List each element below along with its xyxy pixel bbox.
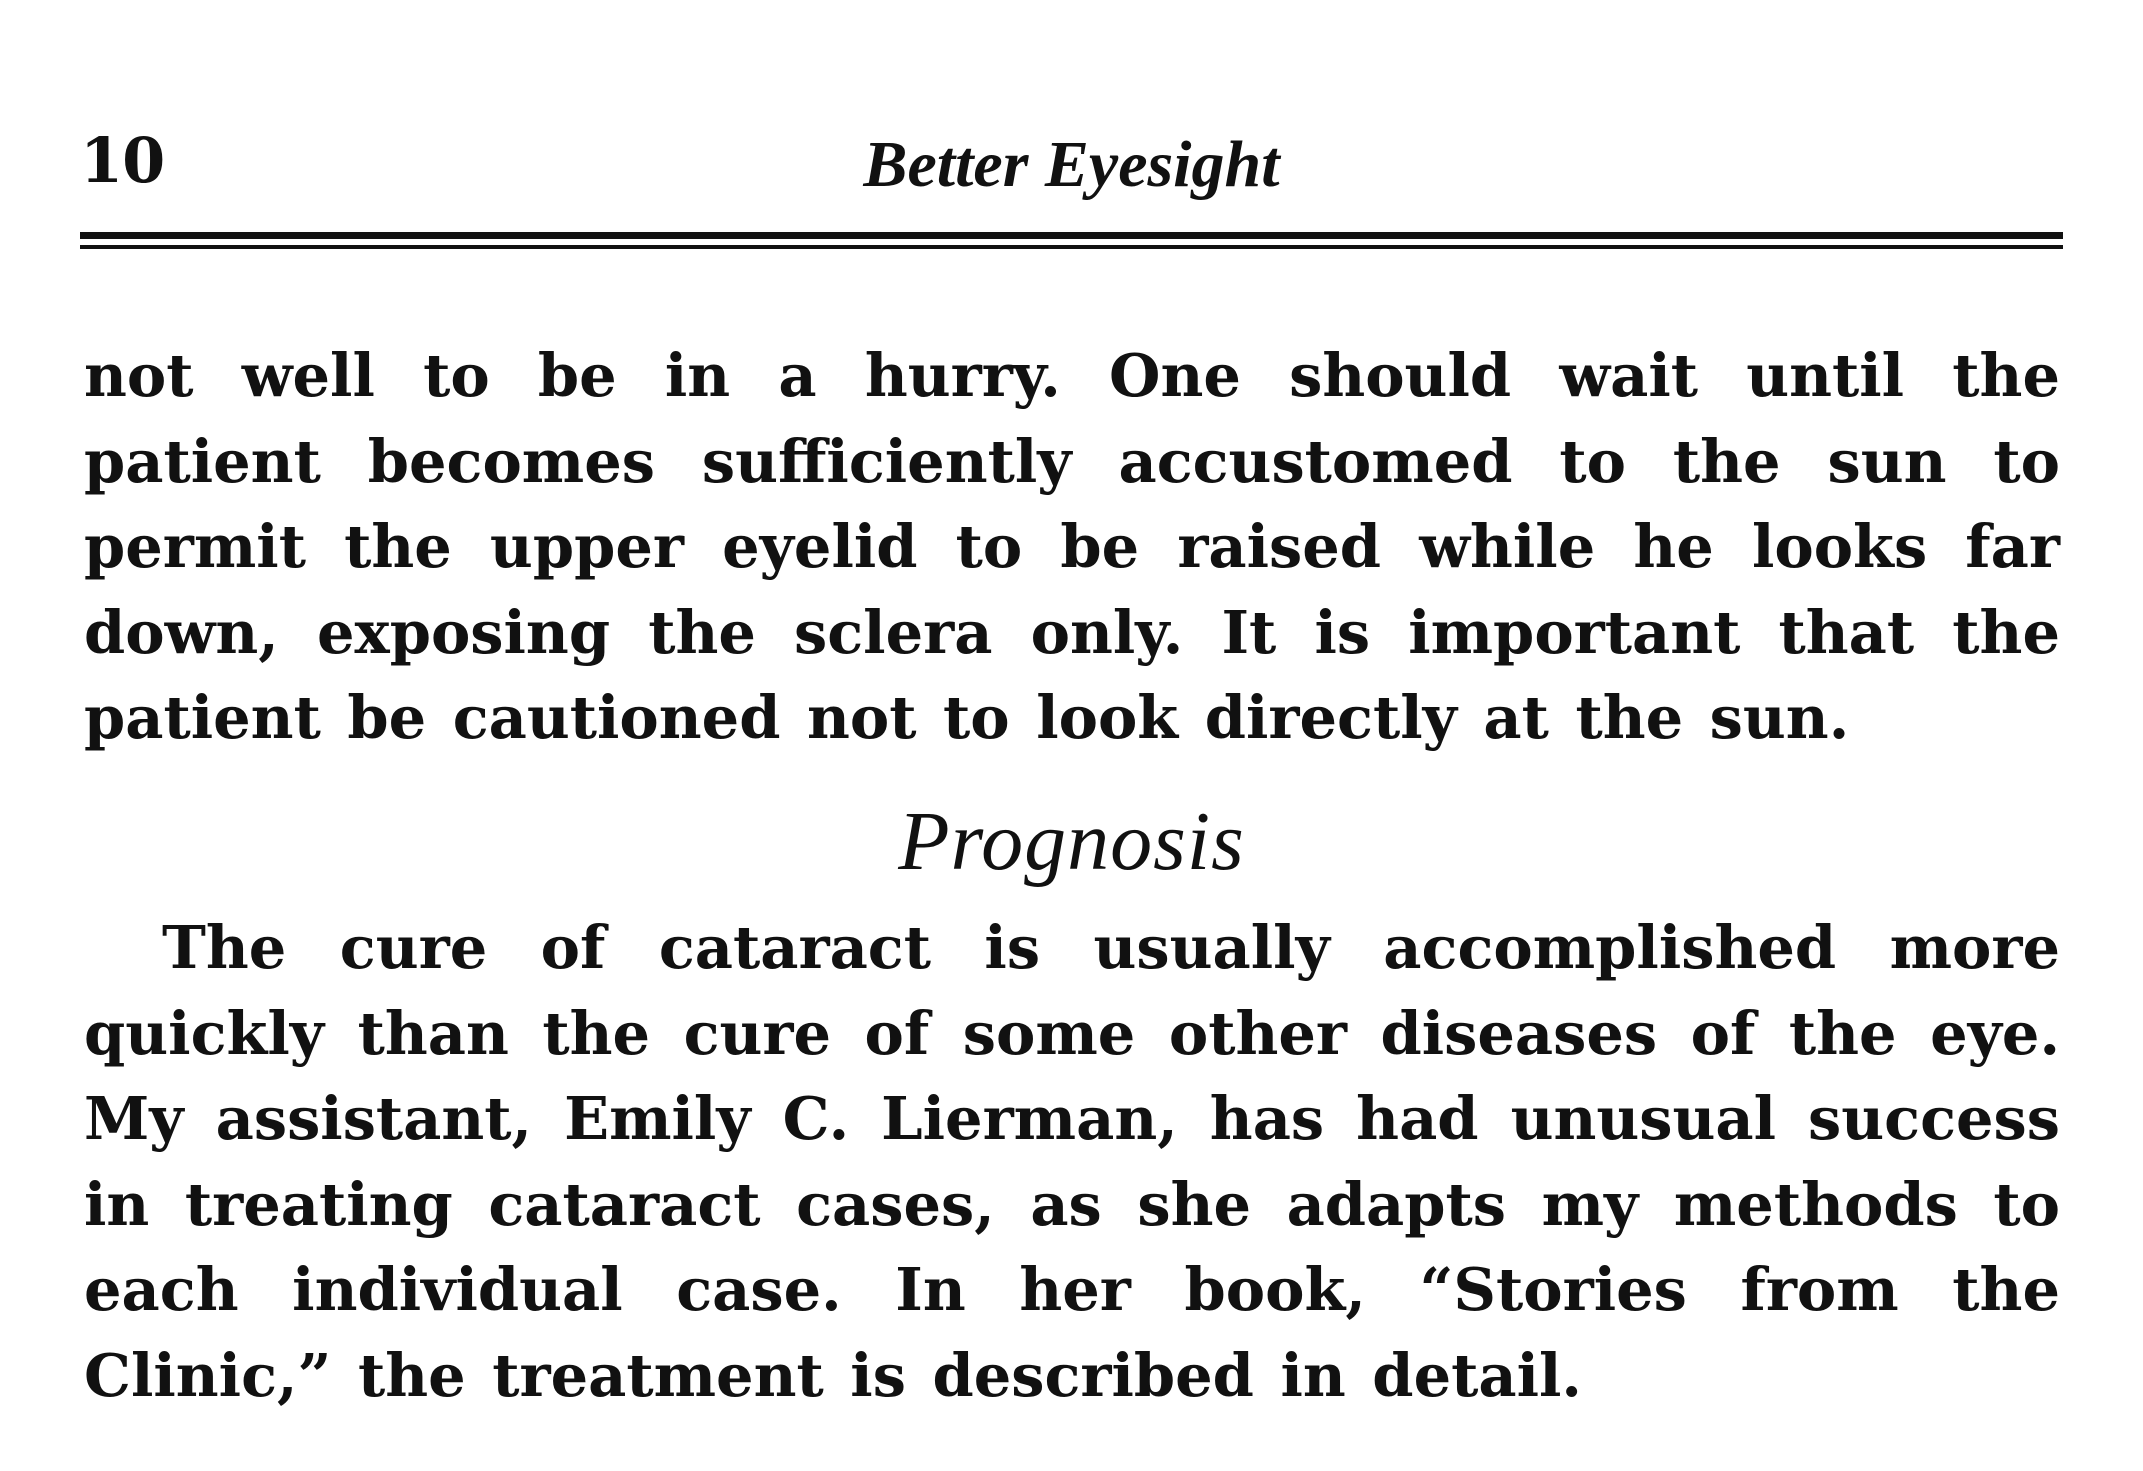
body-paragraph-prognosis: The cure of cataract is usually accomplished more quickly than the cure of some other diseases of the eye. My assistant, Emily C. Lierman, has had unusual success in treating cataract cases, as she adapts my methods to each individual case. In her book, “Stories from the Clinic,” the treatment is described in detail. [84,913,2060,1410]
body-paragraph-continued: not well to be in a hurry. One should wait until the patient becomes sufficiently accustomed to the sun to permit the upper eyelid to be raised while he looks far down, exposing the sclera only. It is important that the patient be cautioned not to look directly at the sun. [84,341,2060,752]
header-rule-thin [80,245,2063,249]
running-title: Better Eyesight [863,128,1280,201]
header-rule-thick [80,232,2063,239]
page-number: 10 [80,124,165,197]
section-heading-prognosis: Prognosis [898,795,1245,888]
